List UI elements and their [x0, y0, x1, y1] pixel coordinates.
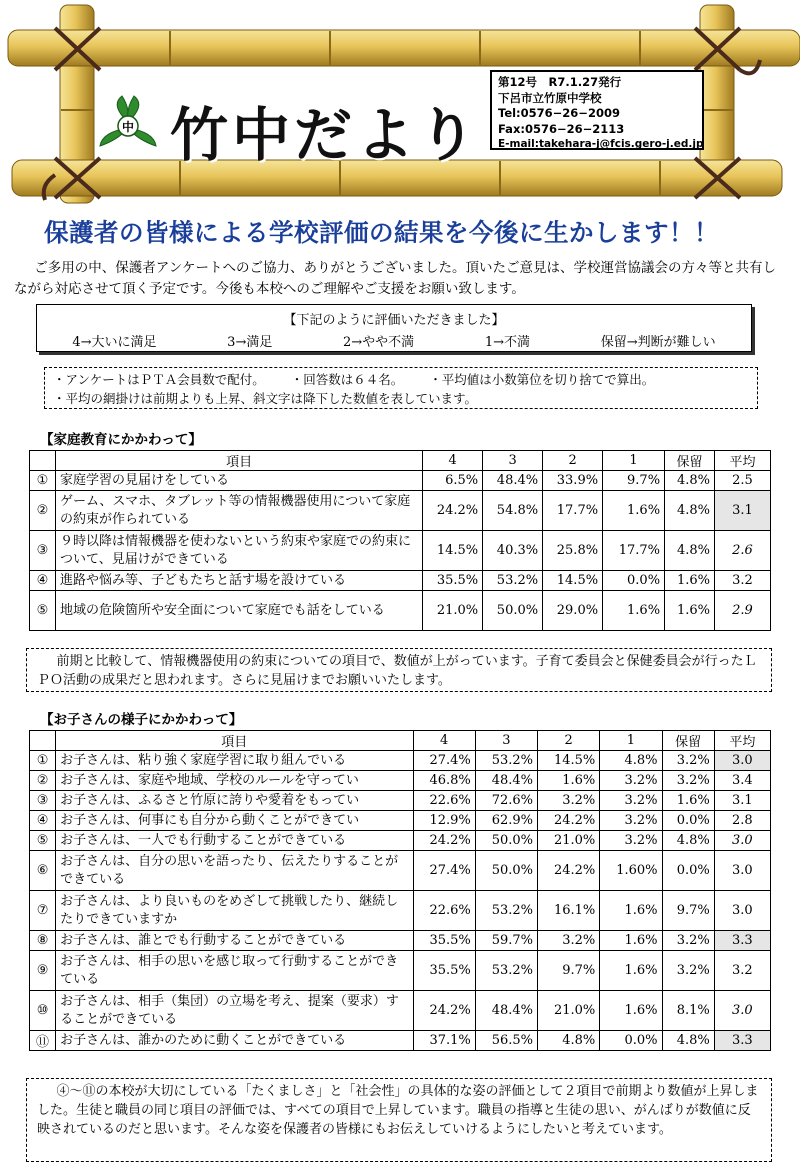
row-item: 地域の危険箇所や安全面について家庭でも話をしている — [55, 591, 422, 631]
cell-4: 24.2% — [413, 991, 475, 1031]
cell-average: 3.0 — [714, 991, 770, 1031]
scale-item: 4→大いに満足 — [72, 335, 157, 350]
column-header: 1 — [600, 731, 662, 751]
cell-1: 3.2% — [600, 811, 662, 831]
table-row — [30, 591, 771, 631]
cell-3: 54.8% — [483, 491, 543, 531]
cell-1: 1.6% — [600, 931, 662, 951]
cell-4: 46.8% — [413, 771, 475, 791]
table-row — [30, 811, 771, 831]
cell-2: 17.7% — [543, 491, 603, 531]
fax-line: Fax:0576−26−2113 — [498, 121, 625, 136]
table-row — [30, 1031, 771, 1051]
cell-4: 6.5% — [423, 471, 483, 491]
cell-4: 22.6% — [413, 891, 475, 931]
table-row — [30, 791, 771, 811]
section1-title: 【家庭教育にかかわって】 — [40, 432, 202, 448]
cell-average: 3.3 — [714, 931, 770, 951]
cell-hold: 3.2% — [662, 771, 714, 791]
cell-average: 3.2 — [714, 951, 770, 991]
scale-item: 3→満足 — [227, 335, 273, 350]
row-item: ゲーム、スマホ、タブレット等の情報機器使用について家庭の約束が作られている — [55, 491, 422, 531]
row-item: お子さんは、粘り強く家庭学習に取り組んでいる — [56, 751, 413, 771]
cell-hold: 4.8% — [665, 491, 715, 531]
cell-hold: 4.8% — [665, 531, 715, 571]
cell-4: 35.5% — [413, 931, 475, 951]
cell-1: 4.8% — [600, 751, 662, 771]
table-row — [30, 951, 771, 991]
cell-2: 1.6% — [538, 771, 600, 791]
row-item: お子さんは、誰かのために動くことができている — [56, 1031, 413, 1051]
column-header — [30, 451, 56, 471]
row-number: ⑨ — [30, 951, 56, 991]
row-number: ① — [30, 471, 56, 491]
row-item: お子さんは、相手（集団）の立場を考え、提案（要求）することができている — [56, 991, 413, 1031]
cell-3: 53.2% — [483, 571, 543, 591]
cell-2: 21.0% — [538, 831, 600, 851]
cell-3: 53.2% — [475, 951, 537, 991]
cell-3: 40.3% — [483, 531, 543, 571]
column-header: 4 — [423, 451, 483, 471]
table-row — [30, 891, 771, 931]
row-item: お子さんは、ふるさと竹原に誇りや愛着をもってい — [56, 791, 413, 811]
table-row — [30, 471, 771, 491]
cell-4: 12.9% — [413, 811, 475, 831]
cell-1: 3.2% — [600, 771, 662, 791]
cell-1: 1.6% — [600, 891, 662, 931]
cell-3: 53.2% — [475, 751, 537, 771]
column-header: 2 — [538, 731, 600, 751]
table-row — [30, 751, 771, 771]
school-name: 下呂市立竹原中学校 — [498, 90, 602, 105]
cell-2: 29.0% — [543, 591, 603, 631]
cell-hold: 8.1% — [662, 991, 714, 1031]
row-item: お子さんは、相手の思いを感じ取って行動することができている — [56, 951, 413, 991]
cell-average: 2.8 — [714, 811, 770, 831]
cell-average: 3.0 — [714, 891, 770, 931]
cell-1: 1.6% — [600, 991, 662, 1031]
section1-comment: 前期と比較して、情報機器使用の約束についての項目で、数値が上がっています。子育て委員会と保健委員会が行ったＬＰＯ活動の成果だと思われます。さらに見届けまでお願いいたします。 — [26, 648, 772, 692]
cell-4: 14.5% — [423, 531, 483, 571]
rating-scale-box — [36, 304, 752, 352]
table-row — [30, 571, 771, 591]
cell-1: 1.6% — [603, 591, 665, 631]
cell-average: 3.2 — [715, 571, 771, 591]
cell-2: 24.2% — [538, 811, 600, 831]
cell-4: 35.5% — [423, 571, 483, 591]
column-header: 3 — [475, 731, 537, 751]
cell-1: 9.7% — [603, 471, 665, 491]
cell-3: 59.7% — [475, 931, 537, 951]
row-number: ③ — [30, 791, 56, 811]
headline: 保護者の皆様による学校評価の結果を今後に生かします！！ — [44, 218, 719, 247]
cell-4: 24.2% — [423, 491, 483, 531]
section2-title: 【お子さんの様子にかかわって】 — [40, 712, 243, 728]
column-header: 平均 — [714, 731, 770, 751]
row-number: ⑦ — [30, 891, 56, 931]
table-row — [30, 531, 771, 571]
cell-2: 14.5% — [543, 571, 603, 591]
cell-average: 2.9 — [715, 591, 771, 631]
cell-hold: 4.8% — [662, 1031, 714, 1051]
cell-average: 3.0 — [714, 851, 770, 891]
row-item: お子さんは、より良いものをめざして挑戦したり、継続したりできていますか — [56, 891, 413, 931]
cell-2: 9.7% — [538, 951, 600, 991]
note-item: ・回答数は６４名。 — [290, 372, 404, 387]
cell-average: 3.0 — [714, 831, 770, 851]
table-row — [30, 771, 771, 791]
cell-average: 2.5 — [715, 471, 771, 491]
section2-comment: ④〜⑪の本校が大切にしている「たくましさ」と「社会性」の具体的な姿の評価として２項目で前期より数値が上昇しました。生徒と職員の同じ項目の評価では、すべての項目で上昇しています。職員の指導と生徒の思い、がんばりが数値に反映されているのだと思います。そんな姿を保護者の皆様にもお伝えしていけるようにしたいと考えています。 — [26, 1078, 772, 1162]
row-number: ② — [30, 771, 56, 791]
cell-average: 2.6 — [715, 531, 771, 571]
row-item: お子さんは、自分の思いを語ったり、伝えたりすることができている — [56, 851, 413, 891]
cell-hold: 9.7% — [662, 891, 714, 931]
cell-3: 50.0% — [475, 831, 537, 851]
cell-hold: 0.0% — [662, 811, 714, 831]
row-number: ⑥ — [30, 851, 56, 891]
row-item: お子さんは、何事にも自分から動くことができてい — [56, 811, 413, 831]
cell-1: 0.0% — [603, 571, 665, 591]
cell-hold: 0.0% — [662, 851, 714, 891]
child-behavior-table — [29, 730, 771, 1051]
cell-3: 56.5% — [475, 1031, 537, 1051]
cell-3: 50.0% — [475, 851, 537, 891]
row-number: ⑤ — [30, 831, 56, 851]
column-header: 1 — [603, 451, 665, 471]
note-item: ・平均値は小数第位を切り捨てで算出。 — [429, 372, 655, 387]
row-item: お子さんは、家庭や地域、学校のルールを守ってい — [56, 771, 413, 791]
cell-1: 17.7% — [603, 531, 665, 571]
school-emblem-icon — [100, 96, 156, 146]
cell-3: 53.2% — [475, 891, 537, 931]
cell-average: 3.1 — [715, 491, 771, 531]
scale-item: 2→やや不満 — [343, 335, 415, 350]
cell-average: 3.4 — [714, 771, 770, 791]
table-row — [30, 831, 771, 851]
row-number: ③ — [30, 531, 56, 571]
cell-2: 4.8% — [538, 1031, 600, 1051]
cell-hold: 3.2% — [662, 931, 714, 951]
column-header — [30, 731, 56, 751]
cell-4: 35.5% — [413, 951, 475, 991]
cell-2: 3.2% — [538, 931, 600, 951]
row-item: お子さんは、一人でも行動することができている — [56, 831, 413, 851]
row-number: ④ — [30, 811, 56, 831]
cell-1: 0.0% — [600, 1031, 662, 1051]
row-item: ９時以降は情報機器を使わないという約束や家庭での約束について、見届けができている — [55, 531, 422, 571]
row-number: ④ — [30, 571, 56, 591]
table-row — [30, 931, 771, 951]
cell-1: 1.6% — [603, 491, 665, 531]
column-header: 2 — [543, 451, 603, 471]
cell-4: 24.2% — [413, 831, 475, 851]
cell-1: 1.6% — [600, 951, 662, 991]
cell-2: 21.0% — [538, 991, 600, 1031]
cell-2: 33.9% — [543, 471, 603, 491]
issue-line: 第12号 R7.1.27発行 — [498, 75, 622, 89]
cell-2: 14.5% — [538, 751, 600, 771]
email-line: E-mail:takehara-j@fcis.gero-j.ed.jp — [498, 138, 704, 150]
cell-1: 1.60% — [600, 851, 662, 891]
row-number: ① — [30, 751, 56, 771]
cell-4: 27.4% — [413, 851, 475, 891]
cell-3: 50.0% — [483, 591, 543, 631]
cell-2: 25.8% — [543, 531, 603, 571]
row-number: ⑤ — [30, 591, 56, 631]
cell-average: 3.3 — [714, 1031, 770, 1051]
row-number: ② — [30, 491, 56, 531]
cell-hold: 3.2% — [662, 751, 714, 771]
school-info-box — [490, 70, 704, 150]
cell-2: 16.1% — [538, 891, 600, 931]
cell-hold: 1.6% — [665, 591, 715, 631]
table-header-row — [30, 731, 771, 751]
newsletter-title: 竹中だより — [170, 101, 481, 169]
cell-3: 48.4% — [475, 991, 537, 1031]
column-header: 保留 — [662, 731, 714, 751]
row-item: お子さんは、誰とでも行動することができている — [56, 931, 413, 951]
cell-3: 48.4% — [483, 471, 543, 491]
cell-4: 22.6% — [413, 791, 475, 811]
row-item: 進路や悩み等、子どもたちと話す場を設けている — [55, 571, 422, 591]
cell-3: 62.9% — [475, 811, 537, 831]
cell-4: 21.0% — [423, 591, 483, 631]
svg-text:中: 中 — [121, 120, 135, 134]
table-row — [30, 851, 771, 891]
row-number: ⑪ — [30, 1031, 56, 1051]
row-item: 家庭学習の見届けをしている — [55, 471, 422, 491]
scale-item: 1→不満 — [484, 335, 531, 350]
cell-hold: 3.2% — [662, 951, 714, 991]
cell-hold: 1.6% — [662, 791, 714, 811]
scale-item: 保留→判断が難しい — [600, 335, 716, 350]
column-header: 項目 — [55, 451, 422, 471]
cell-3: 72.6% — [475, 791, 537, 811]
cell-hold: 4.8% — [665, 471, 715, 491]
column-header: 3 — [483, 451, 543, 471]
row-number: ⑩ — [30, 991, 56, 1031]
table-row — [30, 491, 771, 531]
cell-4: 37.1% — [413, 1031, 475, 1051]
tel-line: Tel:0576−26−2009 — [498, 106, 620, 120]
note-item: ・アンケートはＰＴＡ会員数で配付。 — [53, 372, 265, 387]
column-header: 項目 — [56, 731, 413, 751]
note-item: ・平均の網掛けは前期よりも上昇、斜文字は降下した数値を表しています。 — [53, 391, 478, 406]
cell-2: 3.2% — [538, 791, 600, 811]
column-header: 保留 — [665, 451, 715, 471]
cell-hold: 4.8% — [662, 831, 714, 851]
cell-1: 3.2% — [600, 791, 662, 811]
cell-2: 24.2% — [538, 851, 600, 891]
rating-scale-title: 【下記のように評価いただきました】 — [283, 313, 505, 328]
cell-average: 3.0 — [714, 751, 770, 771]
newsletter-header — [0, 0, 800, 205]
home-education-table — [29, 450, 771, 631]
column-header: 4 — [413, 731, 475, 751]
column-header: 平均 — [715, 451, 771, 471]
table-row — [30, 991, 771, 1031]
row-number: ⑧ — [30, 931, 56, 951]
cell-hold: 1.6% — [665, 571, 715, 591]
table-header-row — [30, 451, 771, 471]
cell-average: 3.1 — [714, 791, 770, 811]
cell-4: 27.4% — [413, 751, 475, 771]
cell-1: 3.2% — [600, 831, 662, 851]
survey-notes — [44, 367, 758, 409]
intro-paragraph: ご多用の中、保護者アンケートへのご協力、ありがとうございました。頂いたご意見は、学校運営協議会の方々等と共有しながら対応させて頂く予定です。今後も本校へのご理解やご支援をお願い致します。 — [14, 260, 776, 297]
cell-3: 48.4% — [475, 771, 537, 791]
